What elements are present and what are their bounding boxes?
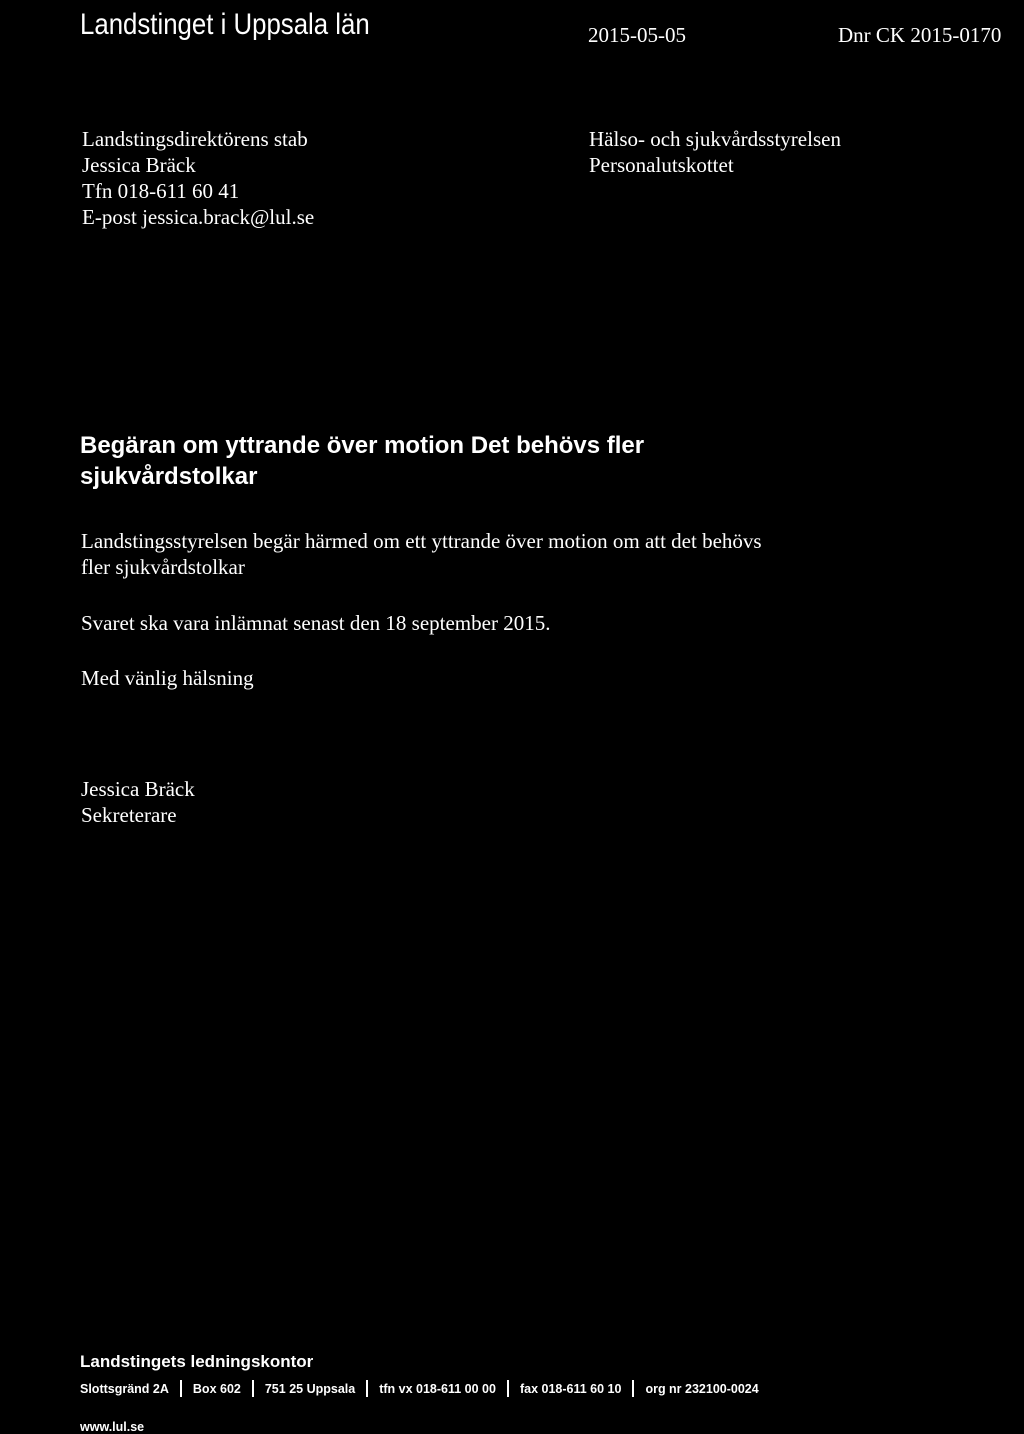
- subject-line-1: Begäran om yttrande över motion Det behövs fler: [80, 432, 645, 459]
- footer-separator: [366, 1380, 368, 1397]
- recipient-line-2: Personalutskottet: [589, 153, 734, 177]
- reference-number: Dnr CK 2015-0170: [838, 23, 1002, 47]
- footer-box: Box 602: [192, 1381, 241, 1396]
- sender-email: E-post jessica.brack@lul.se: [82, 205, 315, 229]
- signature-title: Sekreterare: [81, 803, 177, 827]
- footer-address: Slottsgränd 2A: [80, 1381, 169, 1396]
- paragraph-1-line-1: Landstingsstyrelsen begär härmed om ett yttrande över motion om att det behövs: [81, 529, 762, 553]
- document-date: 2015-05-05: [588, 23, 686, 47]
- footer-separator: [180, 1380, 182, 1397]
- recipient-line-1: Hälso- och sjukvårdsstyrelsen: [589, 127, 841, 151]
- footer-separator: [252, 1380, 254, 1397]
- body-paragraph-2: Svaret ska vara inlämnat senast den 18 september 2015.: [81, 611, 551, 635]
- organization-name: Landstinget i Uppsala län: [80, 8, 370, 41]
- recipient-block: [589, 126, 841, 178]
- footer-website: www.lul.se: [80, 1420, 145, 1434]
- sender-phone: Tfn 018-611 60 41: [82, 179, 240, 203]
- sender-block: [82, 126, 314, 230]
- footer-office-name: Landstingets ledningskontor: [80, 1352, 314, 1371]
- subject-line-2: sjukvårdstolkar: [80, 463, 258, 490]
- footer-org-number: org nr 232100-0024: [645, 1381, 759, 1396]
- footer-separator: [507, 1380, 509, 1397]
- paragraph-1-line-2: fler sjukvårdstolkar: [81, 555, 245, 579]
- signature-name: Jessica Bräck: [81, 777, 195, 801]
- footer-separator: [632, 1380, 634, 1397]
- body-paragraph-1: [81, 528, 762, 580]
- closing-greeting: Med vänlig hälsning: [81, 666, 254, 690]
- footer-phone: tfn vx 018-611 00 00: [379, 1381, 496, 1396]
- footer-postal: 751 25 Uppsala: [264, 1381, 356, 1396]
- subject-heading: [80, 430, 644, 492]
- footer-fax: fax 018-611 60 10: [519, 1381, 622, 1396]
- sender-name: Jessica Bräck: [82, 153, 196, 177]
- signature-block: [81, 776, 195, 828]
- footer-contact-row: [80, 1380, 759, 1397]
- sender-department: Landstingsdirektörens stab: [82, 127, 308, 151]
